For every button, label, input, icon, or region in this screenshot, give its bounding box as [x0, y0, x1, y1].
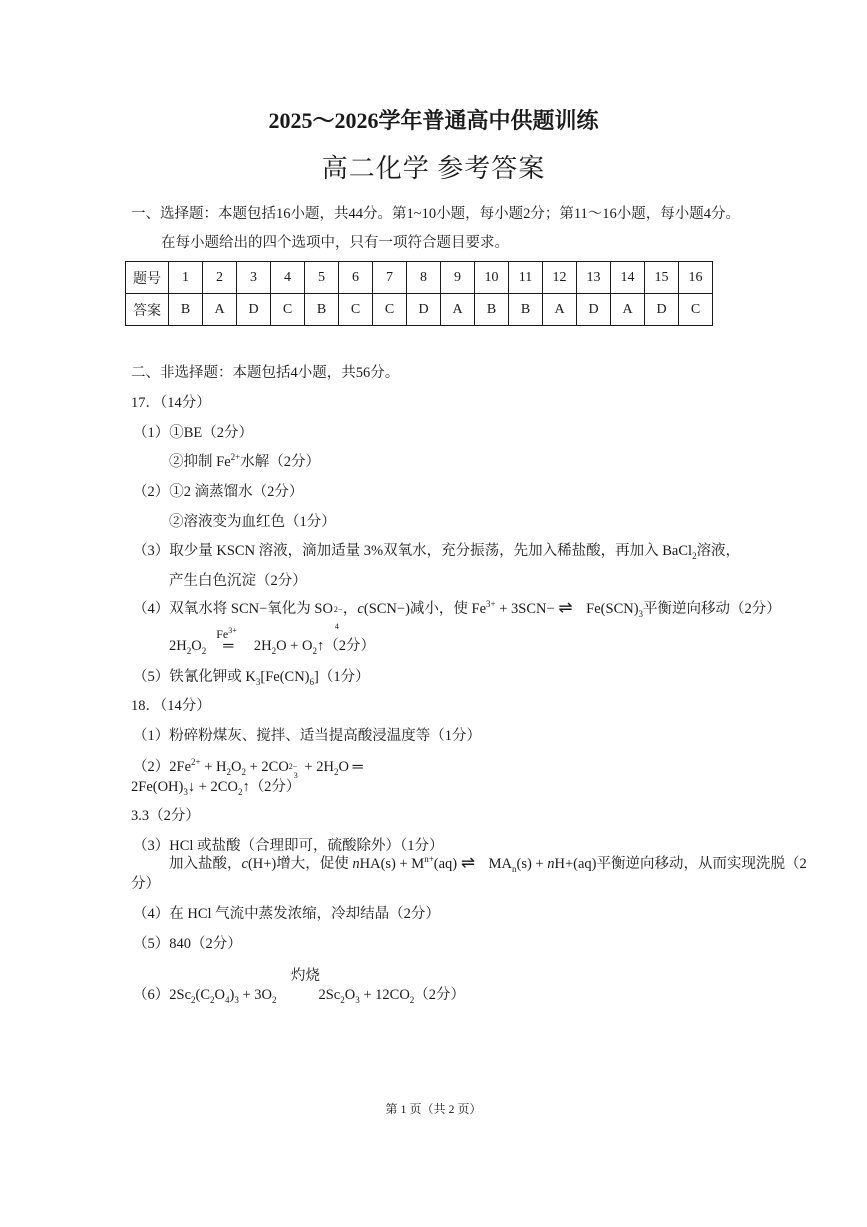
q18-title: 18．（14分） [131, 698, 211, 714]
q18-part6: $(6)2Sc_2(C_2O_4)_3 + 3O_2$ $2Sc_2O_3 + 12CO_2(2$分） [133, 987, 466, 1005]
document-title: 2025～2026学年普通高中供题训练 [268, 108, 599, 133]
answer-cell: D [645, 294, 679, 326]
question-number-cell: 10 [475, 262, 509, 294]
q17-title: 17．（14分） [131, 395, 211, 411]
q17-part5: （5）铁氰化钾或 $K_3[Fe(CN)_6](1$分） [133, 669, 370, 687]
section2-heading: 二、非选择题：本题包括4小题，共56分。 [131, 365, 400, 381]
answer-cell: D [237, 294, 271, 326]
answer-cell: B [475, 294, 509, 326]
answer-cell: B [169, 294, 203, 326]
question-number-cell: 14 [611, 262, 645, 294]
question-number-cell: 15 [645, 262, 679, 294]
answer-cell: C [679, 294, 713, 326]
question-number-cell: 9 [441, 262, 475, 294]
row-label-question: 题号 [126, 262, 169, 294]
question-number-cell: 2 [203, 262, 237, 294]
answer-cell: D [407, 294, 441, 326]
q17-part1-b: ②抑制 $Fe^{2+}$水解（2分） [169, 452, 320, 470]
q18-part3-c: 分） [131, 876, 160, 892]
answer-cell: A [441, 294, 475, 326]
question-number-cell: 8 [407, 262, 441, 294]
q18-part5: （5）840（2分） [133, 936, 242, 952]
question-number-cell: 1 [169, 262, 203, 294]
section1-note: 在每小题给出的四个选项中，只有一项符合题目要求。 [161, 235, 509, 251]
equilibrium-arrow-icon: ⇌ [558, 598, 573, 618]
answer-cell: A [543, 294, 577, 326]
answer-cell: C [271, 294, 305, 326]
q18-part2: $(2)2Fe^{2+} + H_2O_2 + 2CO$ 2− 3 + $2H_2O$ ═ [133, 757, 363, 780]
q17-part3-b: 产生白色沉淀（2分） [169, 573, 307, 589]
q17-equation: $2H_2O_2$ $Fe^{3+}$ ═ $2H_2O$ + $O_2↑(2$分） [169, 626, 375, 656]
equilibrium-arrow-icon: ⇌ [460, 853, 475, 873]
answer-cell: A [203, 294, 237, 326]
q17-part1-a: （1）①BE（2分） [133, 425, 254, 441]
question-number-cell: 16 [679, 262, 713, 294]
question-number-cell: 7 [373, 262, 407, 294]
answer-cell: D [577, 294, 611, 326]
q18-part3-a: （3）HCl 或盐酸（合理即可，硫酸除外）（1分） [133, 838, 444, 854]
answer-table [125, 261, 713, 326]
answer-row [126, 294, 713, 326]
question-number-cell: 4 [271, 262, 305, 294]
row-label-answer: 答案 [126, 294, 169, 326]
question-number-cell: 5 [305, 262, 339, 294]
question-number-cell: 12 [543, 262, 577, 294]
answer-cell: C [373, 294, 407, 326]
q18-part3-b: 加入盐酸，c(H+)增大，促使 $nHA(s) + M^{n+}(aq)$ ⇌ $MA_n(s) + nH+(aq)$平衡逆向移动，从而实现洗脱（2 [169, 853, 807, 874]
reaction-condition: 灼烧 [291, 968, 320, 984]
q18-part2-cont: $2Fe(OH)_3↓$ + $2CO_2↑(2$分） [131, 779, 301, 797]
question-number-cell: 3 [237, 262, 271, 294]
page-footer: 第 1 页（共 2 页） [385, 1102, 482, 1116]
q17-part2-b: ②溶液变为血红色（1分） [169, 514, 336, 530]
q17-part3-a: （3）取少量 KSCN 溶液，滴加适量 3%双氧水，充分振荡，先加入稀盐酸，再加入 BaCl$_2$溶液， [133, 543, 741, 561]
answer-cell: B [509, 294, 543, 326]
answer-cell: A [611, 294, 645, 326]
document-subtitle: 高二化学 参考答案 [321, 154, 546, 183]
question-number-cell: 6 [339, 262, 373, 294]
catalyst-label: $Fe^{3+}$ [216, 626, 237, 641]
question-number-cell: 13 [577, 262, 611, 294]
q18-part2-extra: 3.3（2分） [131, 808, 200, 824]
question-number-row [126, 262, 713, 294]
q17-part4: （4）双氧水将 SCN−氧化为 SO 2− 4 ，c(SCN−)减小，使 $Fe^{3+} + 3SCN-$ ⇌ $Fe(SCN)_3$平衡逆向移动（2分） [133, 598, 781, 631]
question-number-cell: 11 [509, 262, 543, 294]
q17-part2-a: （2）①2 滴蒸馏水（2分） [133, 484, 304, 500]
q18-part4: （4）在 HCl 气流中蒸发浓缩，冷却结晶（2分） [133, 906, 440, 922]
equals-sign: ═ [223, 638, 234, 654]
section1-instructions: 一、选择题：本题包括16小题，共44分。第1~10小题，每小题2分；第11～16小题，每小题4分。 [131, 206, 741, 222]
q18-part1: （1）粉碎粉煤灰、搅拌、适当提高酸浸温度等（1分） [133, 728, 481, 744]
answer-cell: B [305, 294, 339, 326]
answer-cell: C [339, 294, 373, 326]
